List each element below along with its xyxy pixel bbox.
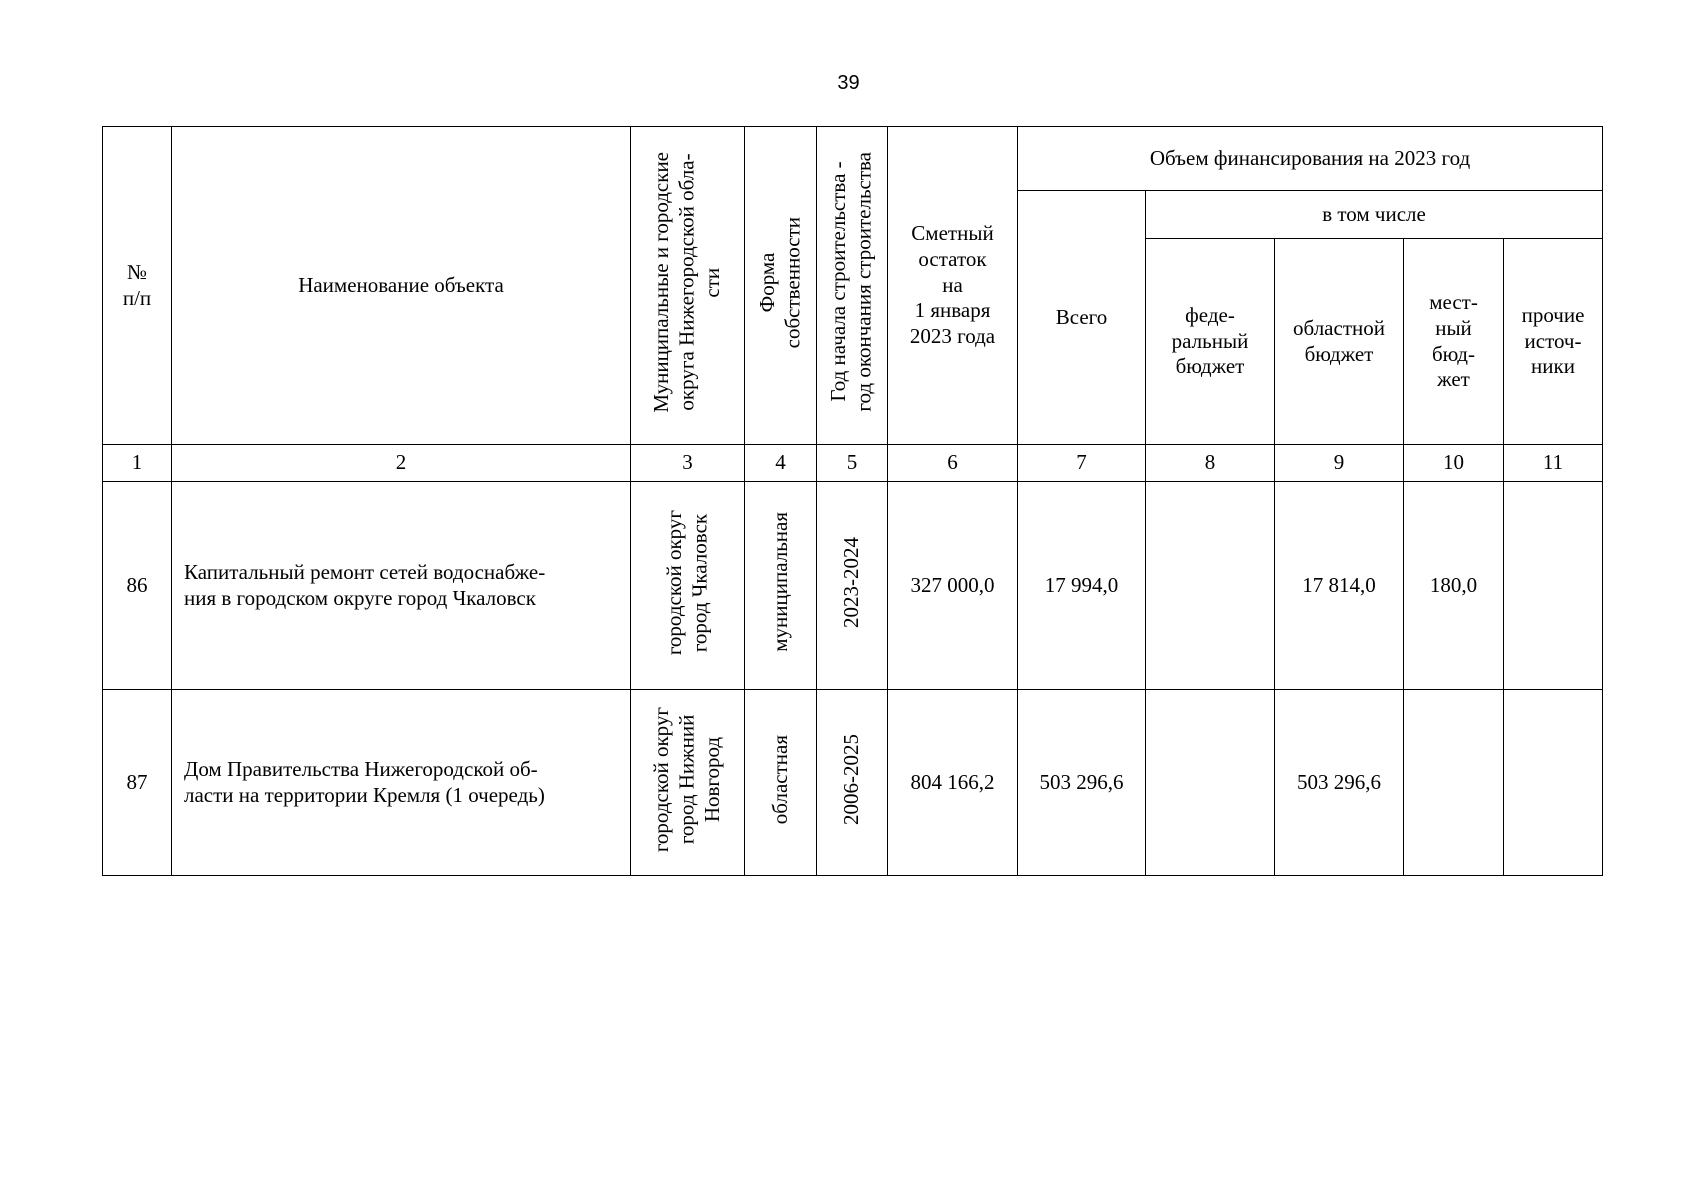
header-estimate: Сметный остаток на 1 января 2023 года bbox=[888, 127, 1018, 445]
header-num: № п/п bbox=[103, 127, 172, 445]
row-federal bbox=[1146, 482, 1275, 690]
row-years-cell bbox=[817, 690, 888, 876]
header-including-group: в том числе bbox=[1146, 191, 1603, 239]
header-years-cell bbox=[817, 127, 888, 445]
header-financing-group: Объем финансирования на 2023 год bbox=[1018, 127, 1603, 191]
row-local bbox=[1404, 690, 1504, 876]
row-regional: 17 814,0 bbox=[1275, 482, 1404, 690]
header-ownership: Форма собственности bbox=[754, 216, 805, 348]
table-row bbox=[103, 482, 1603, 690]
column-number: 7 bbox=[1018, 445, 1146, 482]
row-object-name: Дом Правительства Нижегородской об- ласти на территории Кремля (1 очередь) bbox=[172, 690, 631, 876]
header-name: Наименование объекта bbox=[172, 127, 631, 445]
row-municipality: городской округ город Нижний Новгород bbox=[649, 706, 725, 852]
row-municipality-cell bbox=[631, 482, 745, 690]
header-total: Всего bbox=[1018, 191, 1146, 445]
row-total: 503 296,6 bbox=[1018, 690, 1146, 876]
row-object-name: Капитальный ремонт сетей водоснабже- ния в городском округе город Чкаловск bbox=[172, 482, 631, 690]
row-other bbox=[1504, 482, 1603, 690]
column-number: 9 bbox=[1275, 445, 1404, 482]
row-municipality: городской округ город Чкаловск bbox=[661, 509, 712, 655]
row-ownership: областная bbox=[767, 734, 792, 824]
column-number: 11 bbox=[1504, 445, 1603, 482]
table-row bbox=[103, 690, 1603, 876]
column-number: 10 bbox=[1404, 445, 1504, 482]
row-ownership-cell bbox=[745, 690, 817, 876]
header-federal: феде- ральный бюджет bbox=[1146, 239, 1275, 445]
row-regional: 503 296,6 bbox=[1275, 690, 1404, 876]
column-number: 1 bbox=[103, 445, 172, 482]
row-estimate: 327 000,0 bbox=[888, 482, 1018, 690]
column-number: 3 bbox=[631, 445, 745, 482]
row-other bbox=[1504, 690, 1603, 876]
header-other: прочие источ- ники bbox=[1504, 239, 1603, 445]
column-number: 6 bbox=[888, 445, 1018, 482]
column-number: 5 bbox=[817, 445, 888, 482]
header-regional: областной бюджет bbox=[1275, 239, 1404, 445]
header-years: Год начала строительства - год окончания строительства bbox=[826, 152, 876, 412]
row-years: 2006-2025 bbox=[839, 733, 864, 825]
column-number-row bbox=[103, 445, 1603, 482]
header-local: мест- ный бюд- жет bbox=[1404, 239, 1504, 445]
header-municipality: Муниципальные и городские округа Нижегородской обла- сти bbox=[649, 151, 725, 413]
row-municipality-cell bbox=[631, 690, 745, 876]
column-number: 8 bbox=[1146, 445, 1275, 482]
column-number: 2 bbox=[172, 445, 631, 482]
row-total: 17 994,0 bbox=[1018, 482, 1146, 690]
row-ownership-cell bbox=[745, 482, 817, 690]
page-number: 39 bbox=[837, 72, 860, 94]
row-local: 180,0 bbox=[1404, 482, 1504, 690]
row-federal bbox=[1146, 690, 1275, 876]
header-ownership-cell bbox=[745, 127, 817, 445]
row-years: 2023-2024 bbox=[839, 536, 864, 628]
row-ownership: муниципальная bbox=[767, 512, 792, 653]
row-num: 87 bbox=[103, 690, 172, 876]
row-years-cell bbox=[817, 482, 888, 690]
financing-table bbox=[102, 126, 1603, 876]
header-municipality-cell bbox=[631, 127, 745, 445]
row-num: 86 bbox=[103, 482, 172, 690]
column-number: 4 bbox=[745, 445, 817, 482]
row-estimate: 804 166,2 bbox=[888, 690, 1018, 876]
